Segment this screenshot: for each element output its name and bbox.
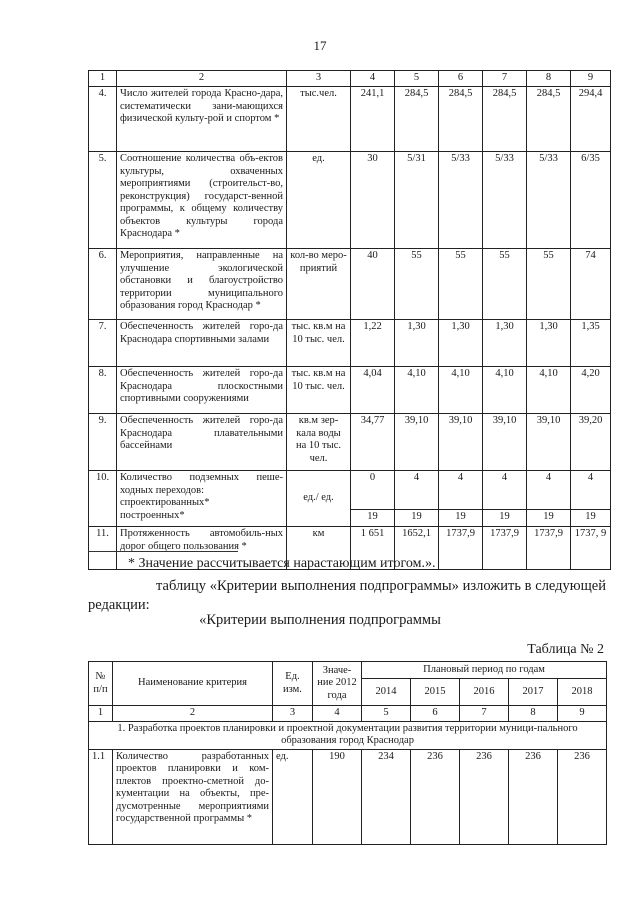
indicator-name-designed: спроектированных* bbox=[120, 497, 210, 508]
table-row bbox=[89, 471, 611, 510]
column-number: 3 bbox=[287, 71, 351, 87]
column-number: 5 bbox=[362, 706, 411, 722]
value-cell: 39,10 bbox=[439, 414, 483, 471]
row-number: 1.1 bbox=[89, 749, 113, 844]
value-cell: 1737,9 bbox=[527, 527, 571, 570]
value-cell: 1737, 9 bbox=[571, 527, 611, 570]
column-header-year: 2014 bbox=[362, 679, 411, 706]
value-cell: 284,5 bbox=[483, 87, 527, 152]
value-cell: 39,10 bbox=[395, 414, 439, 471]
row-number: 5. bbox=[89, 152, 117, 249]
value-cell: 1,30 bbox=[527, 320, 571, 367]
page-number: 17 bbox=[313, 38, 327, 53]
value-cell: 74 bbox=[571, 249, 611, 320]
table-row bbox=[89, 414, 611, 471]
value-cell: 5/33 bbox=[527, 152, 571, 249]
table-header-row bbox=[89, 662, 607, 679]
indicator-name: Мероприятия, направленные на улучшение экологической обстановки и благоустройство территории муниципального образования город Краснодар * bbox=[117, 249, 287, 320]
value-cell: 5/33 bbox=[439, 152, 483, 249]
column-number: 7 bbox=[483, 71, 527, 87]
value-cell: 284,5 bbox=[527, 87, 571, 152]
column-number: 6 bbox=[439, 71, 483, 87]
value-cell: 19 bbox=[527, 510, 571, 527]
unit-cell: тыс.чел. bbox=[287, 87, 351, 152]
table-row bbox=[89, 749, 607, 844]
table-header-row bbox=[89, 71, 611, 87]
indicators-table bbox=[88, 70, 611, 570]
row-number: 7. bbox=[89, 320, 117, 367]
value-cell: 55 bbox=[395, 249, 439, 320]
value-cell: 19 bbox=[439, 510, 483, 527]
value-cell: 1737,9 bbox=[483, 527, 527, 570]
section-heading: 1. Разработка проектов планировки и проектной документации развития территории муници-пального образования город Краснодар bbox=[89, 721, 607, 749]
criteria-table bbox=[88, 661, 607, 845]
value-cell: 236 bbox=[460, 749, 509, 844]
column-header-year: 2018 bbox=[558, 679, 607, 706]
column-number: 2 bbox=[113, 706, 273, 722]
row-number: 6. bbox=[89, 249, 117, 320]
unit-cell: кол-во меро-приятий bbox=[287, 249, 351, 320]
column-header-unit: Ед. изм. bbox=[273, 662, 313, 706]
value-cell: 6/35 bbox=[571, 152, 611, 249]
table-row bbox=[89, 249, 611, 320]
column-number: 9 bbox=[558, 706, 607, 722]
value-cell: 284,5 bbox=[395, 87, 439, 152]
value-cell: 19 bbox=[351, 510, 395, 527]
value-cell: 4 bbox=[439, 471, 483, 510]
value-cell: 241,1 bbox=[351, 87, 395, 152]
column-number: 7 bbox=[460, 706, 509, 722]
column-number: 8 bbox=[509, 706, 558, 722]
column-number: 1 bbox=[89, 71, 117, 87]
column-number: 8 bbox=[527, 71, 571, 87]
value-cell: 55 bbox=[483, 249, 527, 320]
unit-cell: кв.м зер-кала воды на 10 тыс. чел. bbox=[287, 414, 351, 471]
indicator-name: Обеспеченность жителей горо-да Краснодара спортивными залами bbox=[117, 320, 287, 367]
unit-cell: ед. bbox=[273, 749, 313, 844]
unit-cell: ед. bbox=[287, 152, 351, 249]
table-row bbox=[89, 87, 611, 152]
value-cell: 234 bbox=[362, 749, 411, 844]
table-row bbox=[89, 152, 611, 249]
value-cell: 19 bbox=[395, 510, 439, 527]
value-cell: 55 bbox=[527, 249, 571, 320]
row-number: 4. bbox=[89, 87, 117, 152]
column-number: 5 bbox=[395, 71, 439, 87]
table-caption: Таблица № 2 bbox=[527, 642, 604, 657]
value-cell: 4 bbox=[571, 471, 611, 510]
value-2012-cell: 190 bbox=[313, 749, 362, 844]
value-cell: 4,04 bbox=[351, 367, 395, 414]
column-header-year: 2017 bbox=[509, 679, 558, 706]
column-header-name: Наименование критерия bbox=[113, 662, 273, 706]
criterion-name: Количество разработанных проектов планировки и ком-плектов проектно-сметной до-кументации на объекты, пре-дусмотренные мероприятиями государственной программы * bbox=[113, 749, 273, 844]
unit-cell: тыс. кв.м на 10 тыс. чел. bbox=[287, 367, 351, 414]
value-cell: 40 bbox=[351, 249, 395, 320]
indicator-name-main: Количество подземных пеше-ходных переходов: bbox=[120, 472, 283, 496]
footnote-rule bbox=[88, 551, 238, 552]
value-cell: 1737,9 bbox=[439, 527, 483, 570]
value-cell: 1,35 bbox=[571, 320, 611, 367]
indicator-name: Обеспеченность жителей горо-да Краснодара плавательными бассейнами bbox=[117, 414, 287, 471]
unit-cell: км bbox=[287, 527, 351, 570]
value-cell: 1,30 bbox=[439, 320, 483, 367]
value-cell: 1 651 bbox=[351, 527, 395, 570]
paragraph: таблицу «Критерии выполнения подпрограммы» изложить в следующей редакции: bbox=[88, 578, 606, 613]
indicator-name: Обеспеченность жителей горо-да Краснодара плоскостными спортивными сооружениями bbox=[117, 367, 287, 414]
value-cell: 55 bbox=[439, 249, 483, 320]
row-number: 8. bbox=[89, 367, 117, 414]
value-cell: 0 bbox=[351, 471, 395, 510]
row-number: 9. bbox=[89, 414, 117, 471]
column-header-year: 2015 bbox=[411, 679, 460, 706]
value-cell: 236 bbox=[411, 749, 460, 844]
column-header-number: № п/п bbox=[89, 662, 113, 706]
value-cell: 39,10 bbox=[527, 414, 571, 471]
table-row bbox=[89, 367, 611, 414]
value-cell: 5/33 bbox=[483, 152, 527, 249]
value-cell: 4,10 bbox=[527, 367, 571, 414]
value-cell: 4,10 bbox=[395, 367, 439, 414]
value-cell: 284,5 bbox=[439, 87, 483, 152]
value-cell: 236 bbox=[509, 749, 558, 844]
value-cell: 1,22 bbox=[351, 320, 395, 367]
value-cell: 1,30 bbox=[483, 320, 527, 367]
column-number: 1 bbox=[89, 706, 113, 722]
value-cell: 39,20 bbox=[571, 414, 611, 471]
column-header-value-2012: Значе-ние 2012 года bbox=[313, 662, 362, 706]
value-cell: 30 bbox=[351, 152, 395, 249]
value-cell: 4 bbox=[395, 471, 439, 510]
unit-cell: ед./ ед. bbox=[287, 471, 351, 527]
column-number: 9 bbox=[571, 71, 611, 87]
indicator-name bbox=[117, 471, 287, 527]
table-section-row bbox=[89, 721, 607, 749]
value-cell: 19 bbox=[571, 510, 611, 527]
value-cell: 236 bbox=[558, 749, 607, 844]
value-cell: 4,10 bbox=[439, 367, 483, 414]
table-row bbox=[89, 320, 611, 367]
unit-cell: тыс. кв.м на 10 тыс. чел. bbox=[287, 320, 351, 367]
value-cell: 5/31 bbox=[395, 152, 439, 249]
table-index-row bbox=[89, 706, 607, 722]
indicator-name: Число жителей города Красно-дара, систематически зани-мающихся физической культу-рой и спортом * bbox=[117, 87, 287, 152]
column-header-period: Плановый период по годам bbox=[362, 662, 607, 679]
value-cell: 19 bbox=[483, 510, 527, 527]
column-number: 4 bbox=[351, 71, 395, 87]
value-cell: 4,10 bbox=[483, 367, 527, 414]
row-number: 11. bbox=[89, 527, 117, 570]
value-cell: 34,77 bbox=[351, 414, 395, 471]
value-cell: 294,4 bbox=[571, 87, 611, 152]
column-number: 6 bbox=[411, 706, 460, 722]
value-cell: 39,10 bbox=[483, 414, 527, 471]
value-cell: 4 bbox=[527, 471, 571, 510]
section-title: «Критерии выполнения подпрограммы bbox=[199, 612, 441, 628]
row-number: 10. bbox=[89, 471, 117, 527]
column-header-year: 2016 bbox=[460, 679, 509, 706]
indicator-name-built: построенных* bbox=[120, 509, 185, 521]
column-number: 4 bbox=[313, 706, 362, 722]
column-number: 2 bbox=[117, 71, 287, 87]
value-cell: 1,30 bbox=[395, 320, 439, 367]
indicator-name: Соотношение количества объ-ектов культуры, охваченных мероприятиями (строительст-во, реконструкция) государст-венной программы, к общему количеству объектов культуры города Краснодара * bbox=[117, 152, 287, 249]
indicator-name: Протяженность автомобиль-ных дорог общего пользования * bbox=[117, 527, 287, 570]
value-cell: 4,20 bbox=[571, 367, 611, 414]
footnote: * Значение рассчитывается нарастающим итогом.». bbox=[128, 556, 436, 571]
column-number: 3 bbox=[273, 706, 313, 722]
value-cell: 4 bbox=[483, 471, 527, 510]
value-cell: 1652,1 bbox=[395, 527, 439, 570]
